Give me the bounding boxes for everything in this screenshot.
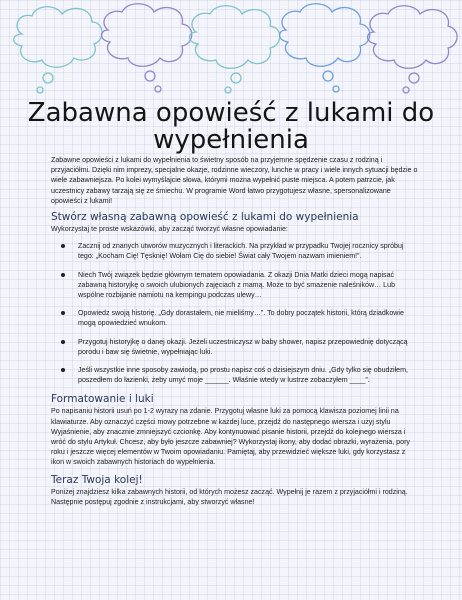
list-item: Jeśli wszystkie inne sposoby zawiodą, po prostu napisz coś o dzisiejszym dniu. „Gdy tylko się obudziłem, poszedłem do łazienki, żeby umyć moje ______. Właśnie wtedy w lustrze zobaczyłem ____”. <box>51 365 419 385</box>
list-item: Zacznij od znanych utworów muzycznych i literackich. Na przykład w przypadku Twojej rocznicy spróbuj tego: „Kocham Cię! Tęsknię! Wołam Cię do siebie! Świat cały Twojem nazwam imieniem!”. <box>51 241 419 261</box>
list-item: Opowiedz swoją historię. „Gdy dorastałem, nie mieliśmy…”. To dobry początek historii, którą dziadkowie mogą opowiedzieć wnukom. <box>51 308 419 328</box>
section-heading-your-turn: Teraz Twoja kolej! <box>51 473 143 486</box>
thought-cloud-icon <box>14 7 102 93</box>
bullet-icon <box>61 311 65 315</box>
section-lead: Wykorzystaj te proste wskazówki, aby zacząć tworzyć własne opowiadanie: <box>51 225 288 234</box>
formatting-paragraph: Po napisaniu historii usuń po 1-2 wyrazy na zdanie. Przygotuj własne luki za pomocą klawisza poziomej linii na klawiaturze. Aby oznaczyć części mowy potrzebne w każdej luce, przejdź do następnego wiersza i użyj stylu Wyjaśnienie, aby znacznie zmniejszyć czcionkę. Aby kontynuować pisanie historii, przejdź do kolejnego wiersza i wróć do stylu Artykuł. Chcesz, aby było jeszcze zabawniej? Wykorzystaj ikony, aby dodać obrazki, wyrażenia, pory roku i jeszcze więcej elementów w Twoim opowiadaniu. Pamiętaj, aby przewidzieć większe luki, gdy korzystasz z ikon w swoich zabawnych historiach do wypełnienia. <box>51 407 410 467</box>
bullet-icon <box>61 273 65 277</box>
thought-cloud-icon <box>190 6 280 93</box>
section-heading-create: Stwórz własną zabawną opowieść z lukami do wypełnienia <box>51 211 359 224</box>
document-body <box>51 155 419 512</box>
intro-paragraph: Zabawne opowieści z lukami do wypełnienia to świetny sposób na przyjemne spędzenie czasu z rodziną i przyjaciółmi. Dzięki nim imprezy, specjalne okazje, rodzinne wieczory, lunche w pracy i wiele innych sytuacji będzie o wiele zabawniejsza. Po kolei wymyślajcie słowa, którymi można wypełnić puste miejsca. A potem patrzcie, jak uczestnicy zabawy tarzają się ze śmiechu. W programie Word łatwo przygotujesz własne, spersonalizowane opowieści z lukami! <box>51 156 418 205</box>
decorative-thought-clouds <box>0 0 462 100</box>
your-turn-paragraph: Poniżej znajdziesz kilka zabawnych historii, od których możesz zacząć. Wypełnij je razem z przyjaciółmi i rodziną. Następnie postępuj zgodnie z instrukcjami, aby stworzyć własne! <box>51 487 408 506</box>
bullet-icon <box>61 368 65 372</box>
page-title: Zabawna opowieść z lukami do wypełnienia <box>27 98 435 155</box>
section-heading-formatting: Formatowanie i luki <box>51 393 154 406</box>
list-item: Przygotuj historyjkę o danej okazji. Jeżeli uczestniczysz w baby shower, napisz przepowiednię dotyczącą porodu i baw się świetnie, wypełniając luki. <box>51 337 419 357</box>
thought-cloud-icon <box>102 4 192 92</box>
tips-list <box>51 241 419 385</box>
thought-cloud-icon <box>368 6 458 93</box>
list-item: Niech Twój związek będzie głównym tematem opowiadania. Z okazji Dnia Matki dzieci mogą napisać zabawną historyjkę o swoich ulubionych zajęciach z mamą. Może to być smażenie naleśników… Lub wspólne rozbijanie namiotu na kempingu podczas ulewy… <box>51 270 419 301</box>
thought-cloud-icon <box>280 4 370 92</box>
bullet-icon <box>61 244 65 248</box>
bullet-icon <box>61 340 65 344</box>
